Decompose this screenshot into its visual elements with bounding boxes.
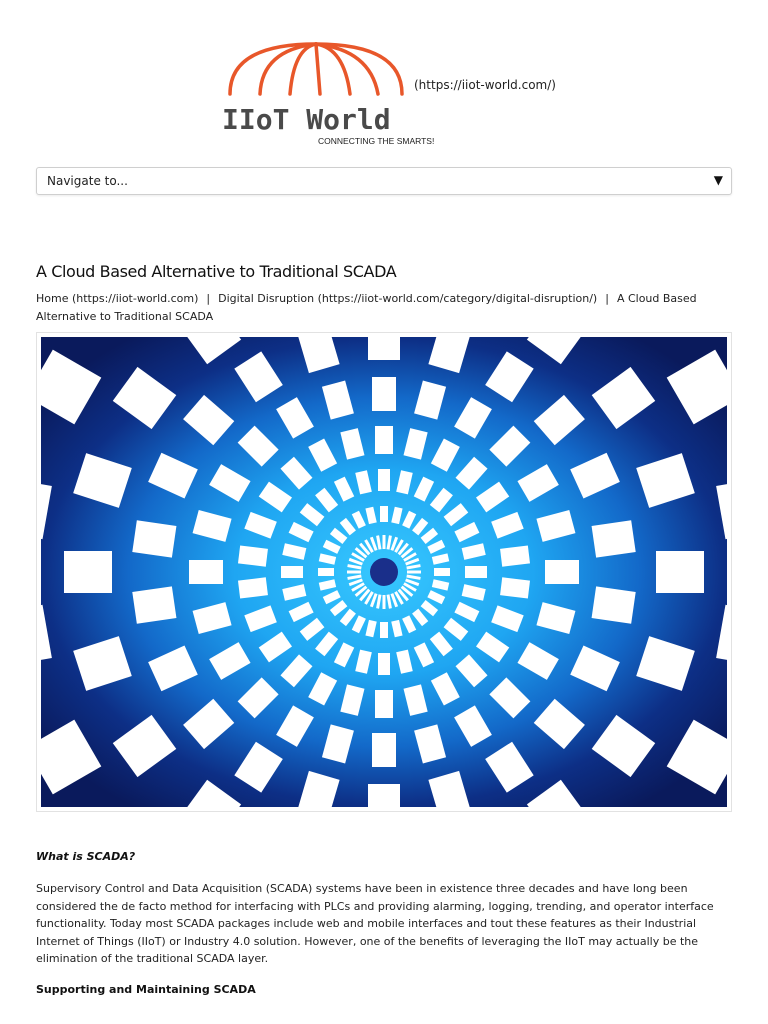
breadcrumb-category-link[interactable]: Digital Disruption (https://iiot-world.com/category/digital-disruption/): [218, 292, 598, 305]
site-header: [0, 0, 768, 160]
navigate-to-dropdown[interactable]: [36, 167, 732, 195]
iiot-world-logo[interactable]: [220, 36, 435, 148]
logo-tagline: CONNECTING THE SMARTS!: [318, 136, 435, 146]
breadcrumb-home-link[interactable]: Home (https://iiot-world.com): [36, 292, 199, 305]
dropdown-selected-value: Navigate to...: [47, 174, 128, 188]
breadcrumb-current: A Cloud Based Alternative to Traditional SCADA: [36, 292, 697, 323]
logo-wordmark: IIoT World: [222, 103, 391, 136]
breadcrumb-separator: |: [605, 292, 609, 305]
breadcrumb-separator: |: [206, 292, 211, 305]
globe-arc-icon: [230, 44, 402, 94]
hero-image-frame: [36, 332, 732, 812]
breadcrumb: [36, 290, 732, 326]
abstract-blue-pattern-image: [41, 337, 727, 807]
section-heading-supporting-scada: Supporting and Maintaining SCADA: [36, 983, 256, 996]
article-title: A Cloud Based Alternative to Traditional SCADA: [36, 262, 397, 281]
article-paragraph: Supervisory Control and Data Acquisition (SCADA) systems have been in existence three decades and have long been considered the de facto method for interfacing with PLCs and providing alarming, logging, trending, and operator interface functionality. Today most SCADA packages include web and mobile interfaces and tout these features as their Industrial Internet of Things (IIoT) or Industry 4.0 solution. However, one of the benefits of leveraging the IIoT may actually be the elimination of the traditional SCADA layer.: [36, 882, 714, 965]
chevron-down-icon: ▼: [713, 173, 723, 187]
section-heading-what-is-scada: What is SCADA?: [36, 850, 136, 863]
logo-url-link[interactable]: (https://iiot-world.com/): [414, 78, 556, 92]
